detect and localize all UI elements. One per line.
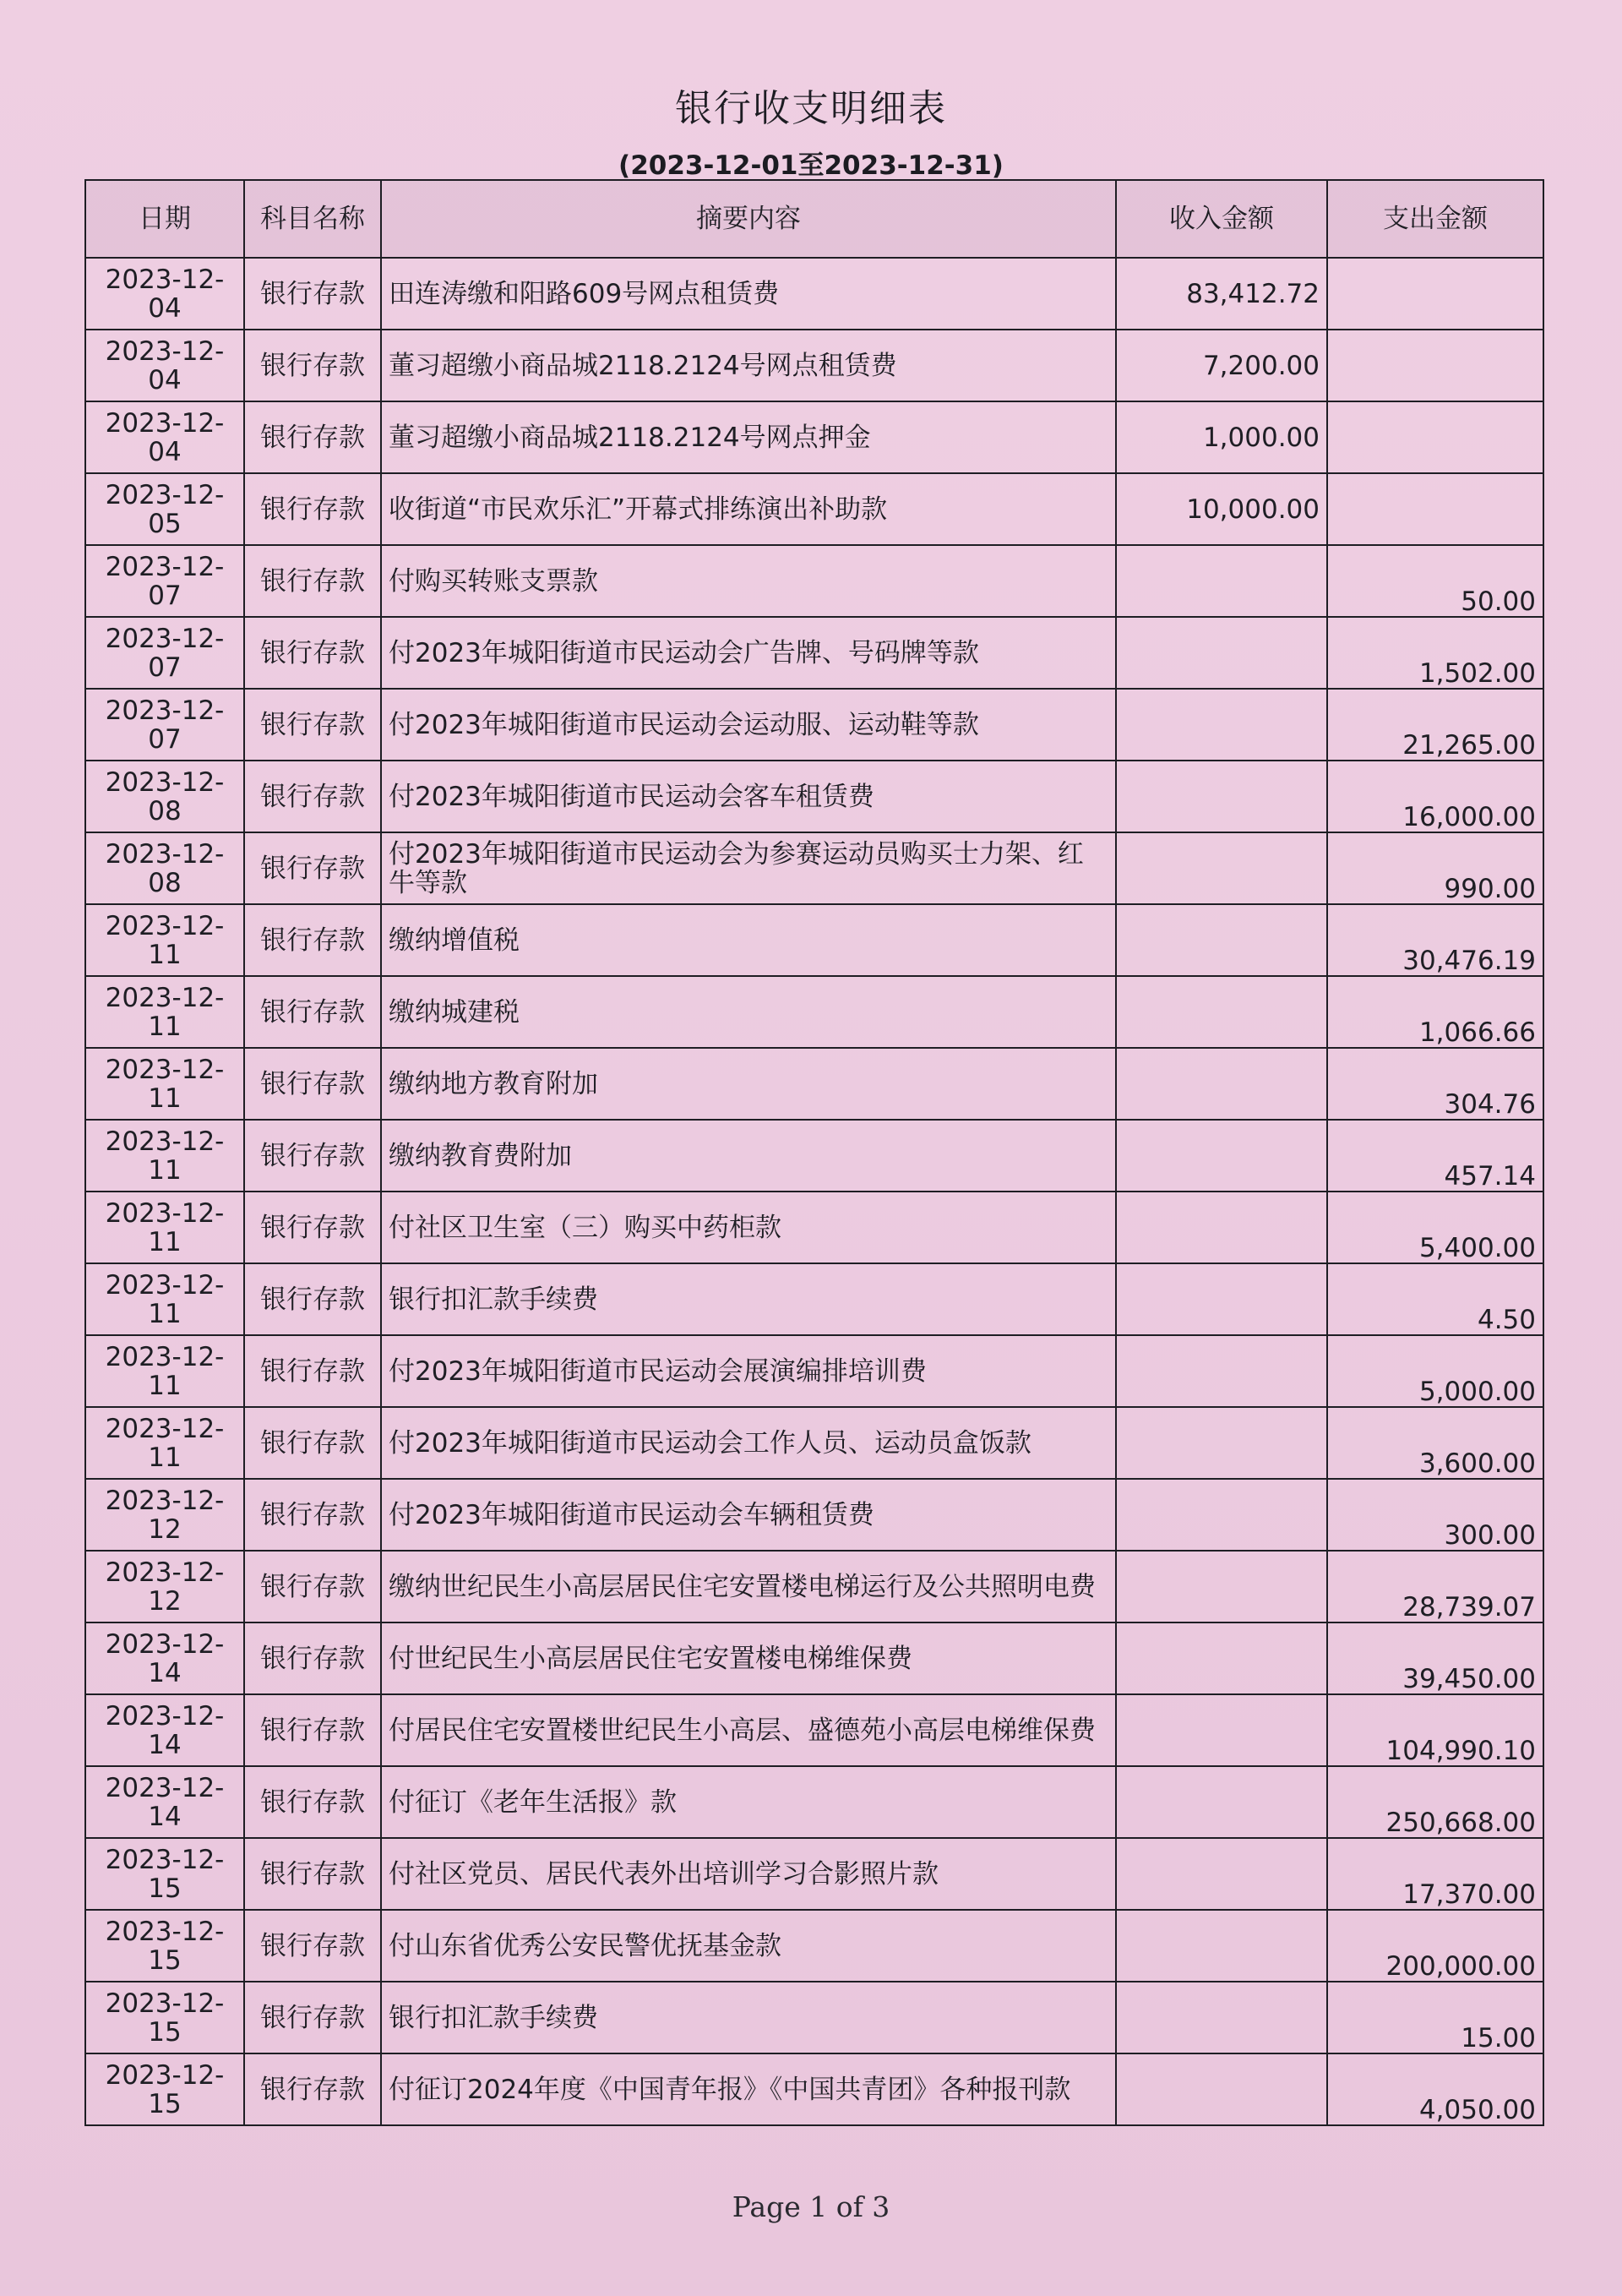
cell-date: 2023-12-11 bbox=[85, 1048, 244, 1120]
cell-subject: 银行存款 bbox=[244, 689, 381, 761]
table-row bbox=[85, 473, 1543, 545]
cell-summary: 缴纳世纪民生小高层居民住宅安置楼电梯运行及公共照明电费 bbox=[381, 1551, 1116, 1622]
cell-subject: 银行存款 bbox=[244, 401, 381, 473]
table-row bbox=[85, 2053, 1543, 2125]
cell-subject: 银行存款 bbox=[244, 1048, 381, 1120]
cell-date: 2023-12-11 bbox=[85, 976, 244, 1048]
cell-expense: 304.76 bbox=[1327, 1048, 1543, 1120]
table-row bbox=[85, 401, 1543, 473]
cell-subject: 银行存款 bbox=[244, 2053, 381, 2125]
cell-summary: 付2023年城阳街道市民运动会广告牌、号码牌等款 bbox=[381, 617, 1116, 689]
cell-date: 2023-12-11 bbox=[85, 1120, 244, 1192]
document-title: 银行收支明细表 bbox=[675, 87, 947, 130]
cell-date: 2023-12-07 bbox=[85, 617, 244, 689]
table-row bbox=[85, 1120, 1543, 1192]
cell-expense: 3,600.00 bbox=[1327, 1407, 1543, 1479]
cell-summary: 付2023年城阳街道市民运动会客车租赁费 bbox=[381, 761, 1116, 832]
cell-subject: 银行存款 bbox=[244, 1694, 381, 1766]
cell-expense: 28,739.07 bbox=[1327, 1551, 1543, 1622]
cell-subject: 银行存款 bbox=[244, 1982, 381, 2053]
cell-summary: 银行扣汇款手续费 bbox=[381, 1982, 1116, 2053]
date-range: (2023-12-01至2023-12-31) bbox=[618, 150, 1004, 181]
cell-summary: 银行扣汇款手续费 bbox=[381, 1263, 1116, 1335]
cell-subject: 银行存款 bbox=[244, 1407, 381, 1479]
cell-subject: 银行存款 bbox=[244, 761, 381, 832]
cell-income bbox=[1116, 1192, 1327, 1263]
cell-summary: 付世纪民生小高层居民住宅安置楼电梯维保费 bbox=[381, 1622, 1116, 1694]
cell-income bbox=[1116, 1048, 1327, 1120]
cell-income: 1,000.00 bbox=[1116, 401, 1327, 473]
header-expense: 支出金额 bbox=[1327, 180, 1543, 258]
cell-income bbox=[1116, 1335, 1327, 1407]
cell-expense: 39,450.00 bbox=[1327, 1622, 1543, 1694]
cell-date: 2023-12-11 bbox=[85, 1335, 244, 1407]
cell-income bbox=[1116, 832, 1327, 904]
cell-expense: 50.00 bbox=[1327, 545, 1543, 617]
cell-income bbox=[1116, 1120, 1327, 1192]
cell-expense bbox=[1327, 473, 1543, 545]
cell-summary: 付居民住宅安置楼世纪民生小高层、盛德苑小高层电梯维保费 bbox=[381, 1694, 1116, 1766]
cell-date: 2023-12-14 bbox=[85, 1694, 244, 1766]
cell-subject: 银行存款 bbox=[244, 545, 381, 617]
cell-subject: 银行存款 bbox=[244, 1263, 381, 1335]
table-row bbox=[85, 1910, 1543, 1982]
table-row bbox=[85, 904, 1543, 976]
cell-summary: 付2023年城阳街道市民运动会运动服、运动鞋等款 bbox=[381, 689, 1116, 761]
cell-summary: 付2023年城阳街道市民运动会车辆租赁费 bbox=[381, 1479, 1116, 1551]
cell-summary: 收街道“市民欢乐汇”开幕式排练演出补助款 bbox=[381, 473, 1116, 545]
cell-date: 2023-12-12 bbox=[85, 1551, 244, 1622]
cell-expense: 200,000.00 bbox=[1327, 1910, 1543, 1982]
cell-subject: 银行存款 bbox=[244, 258, 381, 330]
cell-summary: 付2023年城阳街道市民运动会展演编排培训费 bbox=[381, 1335, 1116, 1407]
cell-summary: 董习超缴小商品城2118.2124号网点租赁费 bbox=[381, 330, 1116, 401]
cell-date: 2023-12-11 bbox=[85, 1263, 244, 1335]
cell-summary: 缴纳地方教育附加 bbox=[381, 1048, 1116, 1120]
cell-date: 2023-12-15 bbox=[85, 1982, 244, 2053]
cell-date: 2023-12-07 bbox=[85, 689, 244, 761]
cell-income bbox=[1116, 1694, 1327, 1766]
table-row bbox=[85, 1263, 1543, 1335]
cell-income bbox=[1116, 761, 1327, 832]
cell-income bbox=[1116, 1407, 1327, 1479]
cell-summary: 田连涛缴和阳路609号网点租赁费 bbox=[381, 258, 1116, 330]
table-header-row bbox=[85, 180, 1543, 258]
cell-expense bbox=[1327, 258, 1543, 330]
cell-expense: 5,400.00 bbox=[1327, 1192, 1543, 1263]
cell-income bbox=[1116, 1479, 1327, 1551]
cell-subject: 银行存款 bbox=[244, 904, 381, 976]
cell-expense: 4.50 bbox=[1327, 1263, 1543, 1335]
table-row bbox=[85, 1551, 1543, 1622]
cell-expense bbox=[1327, 330, 1543, 401]
cell-summary: 付购买转账支票款 bbox=[381, 545, 1116, 617]
cell-expense: 21,265.00 bbox=[1327, 689, 1543, 761]
cell-income bbox=[1116, 1622, 1327, 1694]
cell-summary: 缴纳教育费附加 bbox=[381, 1120, 1116, 1192]
cell-subject: 银行存款 bbox=[244, 1551, 381, 1622]
cell-date: 2023-12-07 bbox=[85, 545, 244, 617]
cell-expense: 1,502.00 bbox=[1327, 617, 1543, 689]
cell-subject: 银行存款 bbox=[244, 1192, 381, 1263]
table-row bbox=[85, 689, 1543, 761]
header-income: 收入金额 bbox=[1116, 180, 1327, 258]
cell-income bbox=[1116, 1910, 1327, 1982]
table-row bbox=[85, 1838, 1543, 1910]
cell-summary: 付征订《老年生活报》款 bbox=[381, 1766, 1116, 1838]
cell-subject: 银行存款 bbox=[244, 617, 381, 689]
table-row bbox=[85, 330, 1543, 401]
cell-date: 2023-12-14 bbox=[85, 1622, 244, 1694]
cell-expense: 300.00 bbox=[1327, 1479, 1543, 1551]
cell-subject: 银行存款 bbox=[244, 1479, 381, 1551]
table-row bbox=[85, 761, 1543, 832]
cell-income: 7,200.00 bbox=[1116, 330, 1327, 401]
cell-summary: 付2023年城阳街道市民运动会为参赛运动员购买士力架、红牛等款 bbox=[381, 832, 1116, 904]
cell-date: 2023-12-15 bbox=[85, 1838, 244, 1910]
cell-summary: 董习超缴小商品城2118.2124号网点押金 bbox=[381, 401, 1116, 473]
cell-summary: 付2023年城阳街道市民运动会工作人员、运动员盒饭款 bbox=[381, 1407, 1116, 1479]
page-number: Page 1 of 3 bbox=[732, 2190, 890, 2223]
cell-expense: 457.14 bbox=[1327, 1120, 1543, 1192]
cell-expense: 104,990.10 bbox=[1327, 1694, 1543, 1766]
cell-date: 2023-12-11 bbox=[85, 1407, 244, 1479]
table-row bbox=[85, 1407, 1543, 1479]
cell-expense: 17,370.00 bbox=[1327, 1838, 1543, 1910]
cell-subject: 银行存款 bbox=[244, 1910, 381, 1982]
cell-subject: 银行存款 bbox=[244, 1335, 381, 1407]
cell-date: 2023-12-12 bbox=[85, 1479, 244, 1551]
cell-summary: 付社区党员、居民代表外出培训学习合影照片款 bbox=[381, 1838, 1116, 1910]
cell-income: 10,000.00 bbox=[1116, 473, 1327, 545]
cell-subject: 银行存款 bbox=[244, 330, 381, 401]
cell-income bbox=[1116, 1982, 1327, 2053]
ledger-body bbox=[85, 258, 1543, 2125]
cell-summary: 付山东省优秀公安民警优抚基金款 bbox=[381, 1910, 1116, 1982]
cell-date: 2023-12-04 bbox=[85, 401, 244, 473]
header-summary: 摘要内容 bbox=[381, 180, 1116, 258]
cell-expense: 5,000.00 bbox=[1327, 1335, 1543, 1407]
table-row bbox=[85, 1622, 1543, 1694]
cell-expense: 4,050.00 bbox=[1327, 2053, 1543, 2125]
header-subject: 科目名称 bbox=[244, 180, 381, 258]
cell-subject: 银行存款 bbox=[244, 976, 381, 1048]
cell-income bbox=[1116, 1766, 1327, 1838]
cell-expense bbox=[1327, 401, 1543, 473]
cell-income bbox=[1116, 545, 1327, 617]
cell-income bbox=[1116, 1551, 1327, 1622]
cell-subject: 银行存款 bbox=[244, 832, 381, 904]
table-row bbox=[85, 258, 1543, 330]
cell-date: 2023-12-15 bbox=[85, 1910, 244, 1982]
ledger-table bbox=[84, 179, 1544, 2126]
cell-income bbox=[1116, 2053, 1327, 2125]
cell-summary: 付征订2024年度《中国青年报》《中国共青团》各种报刊款 bbox=[381, 2053, 1116, 2125]
table-row bbox=[85, 1479, 1543, 1551]
cell-expense: 15.00 bbox=[1327, 1982, 1543, 2053]
table-row bbox=[85, 1766, 1543, 1838]
table-row bbox=[85, 1694, 1543, 1766]
cell-subject: 银行存款 bbox=[244, 1622, 381, 1694]
cell-expense: 30,476.19 bbox=[1327, 904, 1543, 976]
cell-date: 2023-12-08 bbox=[85, 761, 244, 832]
cell-subject: 银行存款 bbox=[244, 473, 381, 545]
header-date: 日期 bbox=[85, 180, 244, 258]
cell-date: 2023-12-14 bbox=[85, 1766, 244, 1838]
cell-date: 2023-12-04 bbox=[85, 258, 244, 330]
cell-expense: 250,668.00 bbox=[1327, 1766, 1543, 1838]
table-row bbox=[85, 1982, 1543, 2053]
cell-expense: 990.00 bbox=[1327, 832, 1543, 904]
cell-expense: 1,066.66 bbox=[1327, 976, 1543, 1048]
table-row bbox=[85, 1192, 1543, 1263]
cell-income bbox=[1116, 1263, 1327, 1335]
cell-income: 83,412.72 bbox=[1116, 258, 1327, 330]
cell-summary: 缴纳增值税 bbox=[381, 904, 1116, 976]
cell-summary: 付社区卫生室（三）购买中药柜款 bbox=[381, 1192, 1116, 1263]
cell-expense: 16,000.00 bbox=[1327, 761, 1543, 832]
table-row bbox=[85, 617, 1543, 689]
cell-income bbox=[1116, 617, 1327, 689]
cell-income bbox=[1116, 689, 1327, 761]
table-row bbox=[85, 1048, 1543, 1120]
cell-date: 2023-12-04 bbox=[85, 330, 244, 401]
cell-date: 2023-12-08 bbox=[85, 832, 244, 904]
cell-income bbox=[1116, 976, 1327, 1048]
cell-subject: 银行存款 bbox=[244, 1838, 381, 1910]
cell-income bbox=[1116, 904, 1327, 976]
table-row bbox=[85, 976, 1543, 1048]
cell-date: 2023-12-11 bbox=[85, 904, 244, 976]
cell-date: 2023-12-11 bbox=[85, 1192, 244, 1263]
cell-date: 2023-12-15 bbox=[85, 2053, 244, 2125]
cell-subject: 银行存款 bbox=[244, 1120, 381, 1192]
cell-summary: 缴纳城建税 bbox=[381, 976, 1116, 1048]
cell-subject: 银行存款 bbox=[244, 1766, 381, 1838]
table-row bbox=[85, 832, 1543, 904]
table-row bbox=[85, 545, 1543, 617]
cell-income bbox=[1116, 1838, 1327, 1910]
table-row bbox=[85, 1335, 1543, 1407]
cell-date: 2023-12-05 bbox=[85, 473, 244, 545]
